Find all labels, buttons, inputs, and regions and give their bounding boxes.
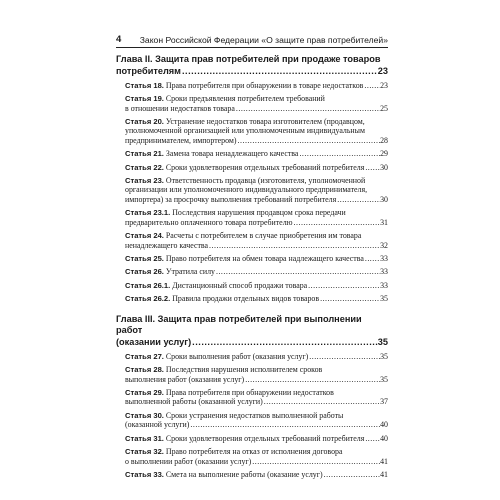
article-title-line — [125, 94, 388, 104]
article-title-line — [125, 176, 388, 186]
article-title-text: Замена товара ненадлежащего качества — [165, 149, 299, 159]
article-title-text: Права потребителя при обнаружении в товаре недостатков — [165, 80, 364, 90]
dot-leader — [263, 397, 380, 407]
dot-leader — [364, 163, 380, 173]
article-title-line — [125, 294, 319, 304]
dot-leader — [308, 352, 380, 362]
article-title-line — [125, 375, 244, 385]
article-label: Статья 26. — [125, 267, 164, 277]
toc-article-entry — [125, 254, 388, 264]
dot-leader — [323, 470, 381, 480]
article-label: Статья 22. — [125, 162, 164, 172]
article-leader-line — [125, 420, 388, 430]
article-title-text: Право потребителя на обмен товара надлежащего качества — [165, 254, 364, 264]
dot-leader — [181, 66, 378, 78]
article-title-line — [125, 267, 215, 277]
article-title-line — [125, 447, 388, 457]
article-title-text: Право потребителя на отказ от исполнения договора — [165, 446, 343, 456]
article-page-number: 40 — [380, 433, 388, 443]
chapter-title-leader-line — [116, 337, 388, 349]
chapter-title-line: Глава II. Защита прав потребителей при продаже товаров — [116, 54, 381, 64]
article-title-text: Дистанционный способ продажи товара — [172, 280, 308, 290]
article-title-text: о выполнении работ (оказании услуг) — [125, 456, 252, 466]
article-title-line — [125, 163, 364, 173]
dot-leader — [191, 337, 378, 349]
article-leader-line — [125, 254, 388, 264]
article-label: Статья 25. — [125, 254, 164, 264]
chapter-title-line: Глава III. Защита прав потребителей при выполнении работ — [116, 313, 362, 336]
article-title-text: ненадлежащего качества — [125, 240, 209, 250]
article-title-line — [125, 420, 189, 430]
article-title-text: Сроки выполнения работ (оказания услуг) — [165, 351, 309, 361]
chapter-page-number: 35 — [377, 336, 388, 347]
article-page-number: 41 — [380, 456, 388, 466]
article-label: Статья 26.1. — [125, 280, 171, 290]
article-page-number: 31 — [380, 217, 388, 227]
article-page-number: 23 — [380, 80, 388, 90]
dot-leader — [244, 375, 380, 385]
toc-article-entry — [125, 94, 388, 113]
article-title-text: выполненной работы (оказанной услуги) — [125, 397, 263, 407]
article-title-text: предпринимателем, импортером) — [125, 136, 237, 146]
article-page-number: 35 — [380, 293, 388, 303]
article-leader-line — [125, 457, 388, 467]
dot-leader — [307, 281, 380, 291]
chapter-page-number: 23 — [377, 65, 388, 76]
dot-leader — [319, 294, 380, 304]
article-title-line — [125, 365, 388, 375]
article-title-text: уполномоченной организацией или уполномоченным индивидуальным — [125, 126, 365, 136]
article-label: Статья 23.1. — [125, 208, 171, 218]
article-label: Статья 29. — [125, 387, 164, 397]
article-title-line — [125, 281, 307, 291]
article-page-number: 33 — [380, 254, 388, 264]
article-page-number: 30 — [380, 162, 388, 172]
article-leader-line — [125, 375, 388, 385]
article-label: Статья 26.2. — [125, 293, 171, 303]
dot-leader — [215, 267, 380, 277]
article-title-text: Расчеты с потребителем в случае приобретения им товара — [165, 231, 362, 241]
article-label: Статья 30. — [125, 410, 164, 420]
article-page-number: 41 — [380, 469, 388, 479]
article-label: Статья 24. — [125, 231, 164, 241]
dot-leader — [336, 195, 380, 205]
dot-leader — [364, 254, 380, 264]
article-title-text: Ответственность продавца (изготовителя, уполномоченной — [165, 175, 366, 185]
toc-article-entry — [125, 208, 388, 227]
dot-leader — [189, 420, 380, 430]
toc-article-entry — [125, 149, 388, 159]
article-leader-line — [125, 352, 388, 362]
article-leader-line — [125, 163, 388, 173]
article-title-text: Сроки удовлетворения отдельных требований потребителя — [165, 162, 365, 172]
toc-article-entry — [125, 281, 388, 291]
article-leader-line — [125, 434, 388, 444]
article-label: Статья 33. — [125, 469, 164, 479]
article-title-line — [125, 231, 388, 241]
toc-article-entry — [125, 434, 388, 444]
article-title-text: Сроки удовлетворения отдельных требований потребителя — [165, 433, 365, 443]
article-leader-line — [125, 218, 388, 228]
toc-article-entry — [125, 470, 388, 480]
article-leader-line — [125, 241, 388, 251]
dot-leader — [293, 218, 381, 228]
article-page-number: 32 — [380, 240, 388, 250]
article-label: Статья 23. — [125, 175, 164, 185]
article-title-line — [125, 104, 235, 114]
article-leader-line — [125, 470, 388, 480]
article-label: Статья 21. — [125, 149, 164, 159]
article-title-line — [125, 352, 308, 362]
article-title-text: в отношении недостатков товара — [125, 103, 235, 113]
toc-article-entry — [125, 352, 388, 362]
article-title-text: Устранение недостатков товара изготовителем (продавцом, — [165, 116, 365, 126]
article-title-text: Сроки устранения недостатков выполненной работы — [165, 410, 344, 420]
article-title-line — [125, 195, 336, 205]
article-page-number: 33 — [380, 267, 388, 277]
article-title-line — [125, 457, 251, 467]
dot-leader — [363, 81, 380, 91]
article-title-text: Смета на выполнение работы (оказание услуг) — [165, 469, 323, 479]
article-title-text: Последствия нарушения продавцом срока передачи — [172, 208, 346, 218]
article-label: Статья 32. — [125, 446, 164, 456]
article-title-line — [125, 218, 293, 228]
article-page-number: 35 — [380, 351, 388, 361]
article-leader-line — [125, 195, 388, 205]
article-title-text: предварительно оплаченного товара потребителю — [125, 217, 293, 227]
toc-article-entry — [125, 231, 388, 250]
article-title-line — [125, 470, 323, 480]
article-page-number: 29 — [380, 149, 388, 159]
article-label: Статья 31. — [125, 433, 164, 443]
article-label: Статья 20. — [125, 116, 164, 126]
chapter-heading — [116, 314, 388, 349]
toc-article-entry — [125, 176, 388, 205]
toc-article-entry — [125, 447, 388, 466]
article-title-line — [125, 185, 388, 195]
toc-article-entry — [125, 365, 388, 384]
article-title-text: Правила продажи отдельных видов товаров — [172, 293, 320, 303]
toc-article-entry — [125, 388, 388, 407]
article-title-text: выполнения работ (оказания услуг) — [125, 374, 245, 384]
running-header — [116, 34, 388, 48]
dot-leader — [298, 149, 380, 159]
article-leader-line — [125, 267, 388, 277]
article-label: Статья 18. — [125, 80, 164, 90]
article-title-text: Последствия нарушения исполнителем сроков — [165, 365, 323, 374]
article-title-line — [125, 126, 388, 136]
toc-article-entry — [125, 267, 388, 277]
article-leader-line — [125, 281, 388, 291]
article-leader-line — [125, 149, 388, 159]
article-page-number: 40 — [380, 420, 388, 430]
article-page-number: 37 — [380, 397, 388, 407]
article-title-text: (оказанной услуги) — [125, 420, 190, 430]
table-of-contents — [116, 54, 388, 479]
article-page-number: 28 — [380, 136, 388, 146]
article-title-line — [125, 136, 237, 146]
article-title-text: Утратила силу — [165, 267, 215, 277]
dot-leader — [251, 457, 380, 467]
chapter-title-leader-line — [116, 66, 388, 78]
article-leader-line — [125, 104, 388, 114]
article-label: Статья 28. — [125, 365, 164, 374]
dot-leader — [237, 136, 381, 146]
article-leader-line — [125, 294, 388, 304]
article-title-text: Права потребителя при обнаружении недостатков — [165, 387, 334, 397]
article-title-line — [125, 208, 388, 218]
article-page-number: 25 — [380, 103, 388, 113]
article-title-text: организации или уполномоченного индивидуального предпринимателя, — [125, 185, 368, 195]
article-leader-line — [125, 136, 388, 146]
article-leader-line — [125, 397, 388, 407]
article-label: Статья 19. — [125, 93, 164, 103]
dot-leader — [364, 434, 380, 444]
article-title-line — [125, 254, 364, 264]
toc-article-entry — [125, 411, 388, 430]
article-title-line — [125, 117, 388, 127]
article-page-number: 35 — [380, 374, 388, 384]
article-title-line — [125, 241, 208, 251]
article-title-line — [125, 149, 298, 159]
article-page-number: 30 — [380, 195, 388, 205]
chapter-title-line: потребителям — [116, 65, 181, 76]
article-title-line — [125, 397, 263, 407]
article-title-text: импортера) за просрочку выполнения требований потребителя — [125, 195, 337, 205]
chapter-heading — [116, 54, 388, 77]
chapter-title-line: (оказании услуг) — [116, 336, 192, 347]
toc-article-entry — [125, 294, 388, 304]
toc-page — [116, 34, 388, 479]
article-title-line — [125, 434, 364, 444]
article-title-line — [125, 388, 388, 398]
article-leader-line — [125, 81, 388, 91]
toc-article-entry — [125, 163, 388, 173]
article-label: Статья 27. — [125, 351, 164, 361]
article-title-text: Сроки предъявления потребителем требований — [165, 93, 325, 103]
article-page-number: 33 — [380, 280, 388, 290]
dot-leader — [208, 241, 380, 251]
toc-article-entry — [125, 81, 388, 91]
dot-leader — [235, 104, 380, 114]
running-title: Закон Российской Федерации «О защите прав потребителей» — [139, 35, 388, 45]
page-number: 4 — [116, 34, 122, 45]
toc-article-entry — [125, 117, 388, 146]
article-title-line — [125, 81, 363, 91]
article-title-line — [125, 411, 388, 421]
